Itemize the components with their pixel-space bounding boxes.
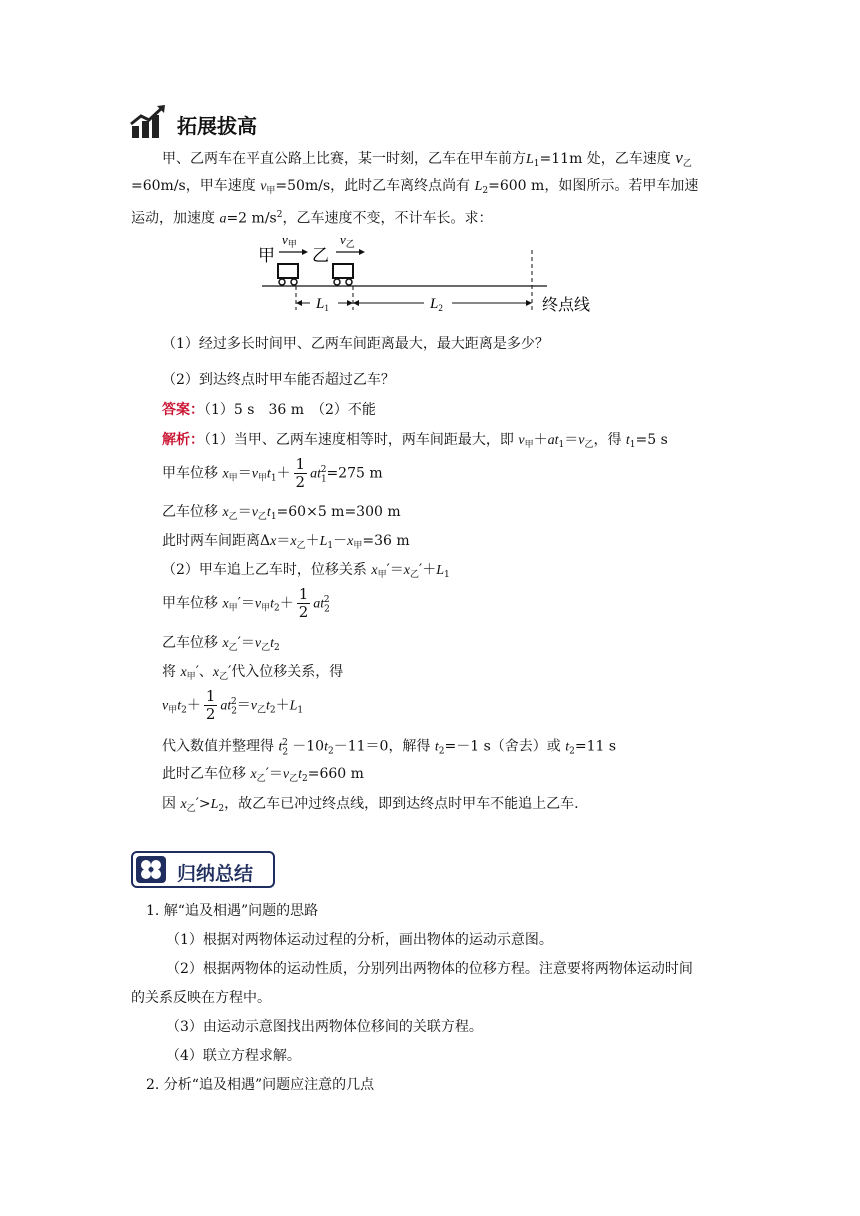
analysis-line-5: （2）甲车追上乙车时，位移关系 $x_甲'=x_乙'+L_1$ bbox=[162, 562, 450, 580]
answer-line: 答案：（1）5 s 36 m （2）不能 bbox=[162, 402, 376, 418]
analysis-line-9: $v_甲t_2+$ $\frac{1}{2}$ $at_2^2=v_乙t_2+L_1$ bbox=[162, 687, 304, 724]
growth-chart-icon bbox=[129, 104, 167, 140]
analysis-line-3: 乙车位移 $x_乙=v_乙t_1=60\times 5$ m=300 m bbox=[162, 504, 401, 522]
summary-step-2a: （2）根据两物体的运动性质，分别列出两物体的位移方程。注意要将两物体运动时间 bbox=[166, 961, 693, 977]
four-petal-icon bbox=[136, 856, 166, 883]
car-b bbox=[333, 264, 353, 278]
section-title-summary: 归纳总结 bbox=[177, 863, 254, 885]
problem-line-3: 运动，加速度 a=2 $m/s^2$，乙车速度不变，不计车长。求： bbox=[131, 210, 493, 227]
velocity-b-label: $v_乙$ bbox=[340, 232, 355, 249]
summary-step-1: （1）根据对两物体运动过程的分析，画出物体的运动示意图。 bbox=[166, 932, 553, 948]
car-a-label: 甲 bbox=[258, 246, 275, 266]
summary-step-2b: 的关系反映在方程中。 bbox=[131, 990, 271, 1006]
question-2: （2）到达终点时甲车能否超过乙车？ bbox=[162, 372, 395, 388]
motion-diagram bbox=[252, 230, 612, 320]
summary-step-3: （3）由运动示意图找出两物体位移间的关联方程。 bbox=[166, 1019, 483, 1035]
car-b-label: 乙 bbox=[312, 246, 329, 266]
answer-label: 答案： bbox=[162, 402, 204, 418]
problem-line-2: =60m/s，甲车速度 $v_甲=50m/s$，此时乙车离终点尚有 $L_2=600$ m，如图所示。若甲车加速 bbox=[131, 178, 699, 196]
summary-item-1: 1. 解“追及相遇”问题的思路 bbox=[146, 903, 319, 919]
question-1: （1）经过多长时间甲、乙两车间距离最大，最大距离是多少？ bbox=[162, 336, 549, 352]
car-a bbox=[278, 264, 298, 278]
problem-line-1: 甲、乙两车在平直公路上比赛，某一时刻，乙车在甲车前方$L_1=11m$ 处，乙车速度 $v_乙$ bbox=[162, 148, 692, 169]
summary-item-2: 2. 分析“追及相遇”问题应注意的几点 bbox=[146, 1077, 375, 1093]
analysis-line-4: 此时两车间距离$\Delta x=x_乙+L_1-x_甲=36$ m bbox=[162, 533, 410, 551]
analysis-line-2: 甲车位移 $x_甲=v_甲t_1+$ $\frac{1}{2}$ $at_1^2=275$ m bbox=[162, 455, 383, 492]
analysis-line-7: 乙车位移 $x_乙'=v_乙t_2$ bbox=[162, 635, 280, 653]
analysis-label: 解析： bbox=[162, 432, 204, 448]
L1-label: $L_1$ bbox=[316, 296, 329, 313]
finish-label: 终点线 bbox=[542, 295, 591, 314]
analysis-line-8: 将 $x_甲'$、$x_乙'$代入位移关系，得 bbox=[162, 664, 344, 682]
analysis-line-10: 代入数值并整理得 $t_2^2 -10t_2-11=0$，解得 $t_2=-1$ s（舍去）或 $t_2=11$ s bbox=[162, 738, 617, 758]
velocity-a-label: $v_甲$ bbox=[282, 232, 297, 249]
analysis-line-11: 此时乙车位移 $x_乙'=v_乙t_2=660$ m bbox=[162, 766, 364, 784]
analysis-line-1: 解析：（1）当甲、乙两车速度相等时，两车间距最大，即 $v_甲+at_1=v_乙$，得 $t_1=5$ s bbox=[162, 432, 668, 450]
analysis-line-12: 因 $x_乙'>L_2$，故乙车已冲过终点线，即到达终点时甲车不能追上乙车. bbox=[162, 796, 579, 814]
L2-label: $L_2$ bbox=[430, 296, 443, 313]
summary-step-4: （4）联立方程求解。 bbox=[166, 1048, 301, 1064]
analysis-line-6: 甲车位移 $x_甲'=v_甲t_2+$ $\frac{1}{2}$ $at_2^2$ bbox=[162, 585, 330, 622]
section-title-extension: 拓展拔高 bbox=[177, 114, 257, 138]
section-badge-summary bbox=[131, 851, 275, 888]
